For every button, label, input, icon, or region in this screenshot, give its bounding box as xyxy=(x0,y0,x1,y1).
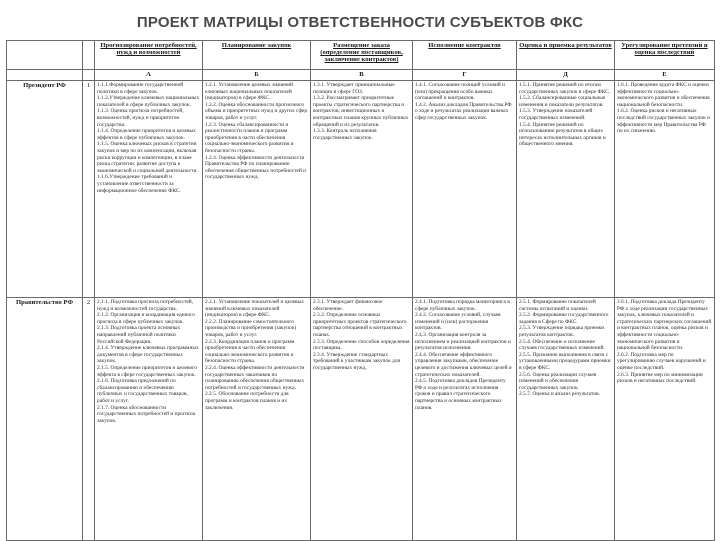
matrix-cell xyxy=(203,298,311,541)
column-header: Исполнение контрактов xyxy=(413,41,517,70)
responsibility-item: 2.5.5. Признание выполнения в связи с установленными процедурами приемки в сфере ФКС. xyxy=(519,351,611,371)
column-letter: Г xyxy=(413,70,517,81)
responsibility-item: 1.5.2. Сбалансированные социальные изменения и показатели результатов. xyxy=(519,95,606,108)
column-header-row xyxy=(7,41,715,70)
responsibility-matrix-table xyxy=(6,40,715,541)
responsibility-item: 1.5.1. Принятие решений по итогам государственных закупок в сфере ФКС. xyxy=(519,82,611,95)
responsibility-item: 2.1.1. Подготовка прогноза потребностей, нужд и возможностей государства. xyxy=(97,299,193,312)
responsibility-item: 2.3.3. Определение способов определения поставщика. xyxy=(313,338,410,352)
matrix-body xyxy=(7,81,715,541)
responsibility-item: 1.6.1. Проведение аудита ФКС и оценки эффективности социально-экономического развития и обеспечения национальной безопасности. xyxy=(617,82,710,108)
responsibility-item: 2.2.5. Обоснование потребности для программ и контрактов планов и их заключения. xyxy=(205,391,289,411)
corner-cell xyxy=(7,70,83,81)
responsibility-item: 2.5.4. Обеспечение и исполнение случаев государственных изменений. xyxy=(519,338,605,352)
column-header: Урегулирование претензий и оценка последствий xyxy=(615,41,715,70)
responsibility-item: 2.4.2. Согласование условий, случаев изменений и (или) расторжения контрактов. xyxy=(415,312,501,332)
row-header: Президент РФ xyxy=(7,81,83,298)
row-number: 2 xyxy=(83,298,95,541)
responsibility-item: 2.2.3. Координация планов и программ приобретения в части обеспечения социально-экономического развития и безопасности страны. xyxy=(205,338,295,365)
row-header: Правительство РФ xyxy=(7,298,83,541)
responsibility-item: 1.6.2. Оценка рисков и негативных последствий государственных закупок и эффективности мер Правительства РФ по их снижению. xyxy=(617,108,710,135)
responsibility-item: 2.6.1. Подготовка доклада Президенту РФ о ходе реализации государственных закупок, ключевых показателей и стратегических партнерских соглашений и контрактных планов, оценка рисков и эффективности социально-экономического развития и национальной безопасности. xyxy=(617,299,712,352)
row-number: 1 xyxy=(83,81,95,298)
matrix-cell xyxy=(311,298,413,541)
matrix-cell xyxy=(95,81,203,298)
page-title: ПРОЕКТ МАТРИЦЫ ОТВЕТСТВЕННОСТИ СУБЪЕКТОВ ФКС xyxy=(136,14,584,31)
responsibility-item: 2.2.2. Планирование самостоятельного производства и приобретения (закупок) товаров, работ и услуг. xyxy=(205,318,297,338)
responsibility-item: 1.1.4. Определение приоритетов и целевых эффектов в сфере публичных закупок. xyxy=(97,128,196,141)
responsibility-item: 1.3.1. Утверждает принципиальные позиции в сфере ГОЗ. xyxy=(313,82,395,95)
responsibility-item: 1.1.3. Оценка прогноза потребностей, возможностей, нужд и приоритетов государства. xyxy=(97,108,184,128)
matrix-cell xyxy=(311,81,413,298)
matrix-cell xyxy=(615,298,715,541)
responsibility-item: 2.6.3. Принятие мер по минимизации рисков и негативных последствий. xyxy=(617,371,703,385)
matrix-cell xyxy=(95,298,203,541)
responsibility-item: 2.5.7. Оценка и анализ результатов. xyxy=(519,391,600,398)
responsibility-item: 1.2.3. Оценка сбалансированности и реалистичности планов и программ приобретения в части обеспечения социально-экономического развития и безопасности страны. xyxy=(205,121,294,154)
responsibility-item: 1.1.5. Оценка ключевых рисков в стратегии закупок и мер по их компенсации, включая риски коррупции и компетенции, в плане риска стратегии; развитие доступа к экономической и социальной деятельности. xyxy=(97,141,198,174)
responsibility-item: 2.2.4. Оценка эффективности деятельности государственных заказчиков по планированию обеспечения общественных потребностей и государственных нужд. xyxy=(205,364,305,391)
responsibility-item: 1.3.2. Рассматривает приоритетные проекты стратегического партнерства и контрактов, инвестиционных и контрактных планов крупных публичных обращений и их результатов. xyxy=(313,95,409,128)
matrix-cell xyxy=(517,298,615,541)
column-header: Планирование закупок xyxy=(203,41,311,70)
responsibility-item: 2.5.3. Утверждение порядка приемки результатов контрактов. xyxy=(519,325,605,338)
column-letter: Б xyxy=(203,70,311,81)
responsibility-item: 2.5.6. Оценка реализации случаев изменений и обеспечения государственных закупок. xyxy=(519,371,597,391)
responsibility-item: 2.1.7. Оценка обоснованности государственных потребностей и прогноза закупок. xyxy=(97,404,196,424)
table-row xyxy=(7,298,715,541)
column-letter: А xyxy=(95,70,203,81)
responsibility-item: 1.2.1. Установление целевых значений ключевых национальных показателей (индикаторов) в сфере ФКС. xyxy=(205,82,294,102)
responsibility-item: 1.1.2.Утверждение ключевых национальных показателей в сфере публичных закупок. xyxy=(97,95,200,108)
column-letter: В xyxy=(311,70,413,81)
responsibility-item: 2.5.2. Формирование государственного задания в Сфере по ФКС. xyxy=(519,312,609,325)
responsibility-item: 2.1.5. Определение приоритетов и целевого эффекта в сфере государственных закупок. xyxy=(97,364,197,378)
responsibility-item: 2.3.4. Утверждение стандартных требований к участникам закупок для государственных нужд. xyxy=(313,351,401,371)
responsibility-item: 2.1.2. Организация и координация единого прогноза в сфере публичных закупок. xyxy=(97,312,195,325)
responsibility-item: 1.5.3. Утверждение показателей государственных изменений. xyxy=(519,108,593,121)
responsibility-item: 2.4.1. Подготовка порядка мониторинга в сфере публичных закупок. xyxy=(415,299,510,312)
responsibility-item: 2.3.1. Утверждает финансовое обеспечение. xyxy=(313,299,383,312)
matrix-cell xyxy=(413,298,517,541)
responsibility-item: 1.4.1. Согласование позиций условий и (или) прекращения особо важных соглашений и контрактов. xyxy=(415,82,505,102)
matrix-cell xyxy=(413,81,517,298)
responsibility-item: 2.6.2. Подготовка мер по урегулированию случаев нарушений и оценке последствий. xyxy=(617,351,706,371)
column-header: Оценка и приемка результатов xyxy=(517,41,615,70)
responsibility-item: 2.5.1. Формирование показателей системы испытаний и оценки. xyxy=(519,299,596,312)
column-letter: Д xyxy=(517,70,615,81)
column-header: Прогнозирование потребностей, нужд и возможностей xyxy=(95,41,203,70)
responsibility-item: 2.3.2. Определение основных приоритетных проектов стратегического партнерства отношений в контрактных планах. xyxy=(313,312,407,338)
corner-cell xyxy=(83,41,95,70)
responsibility-item: 2.4.4. Обеспечение эффективного управления закупками, обеспечение целевого и достижения ключевых целей и стратегических показателей. xyxy=(415,351,512,378)
matrix-cell xyxy=(203,81,311,298)
matrix-cell xyxy=(517,81,615,298)
responsibility-item: 1.2.2. Оценка обоснованности прогнозного объема и приоритетных нужд и других сфер товаров, работ и услуг. xyxy=(205,101,308,121)
responsibility-item: 1.4.2. Анализ докладов Правительства РФ о ходе и результатах реализации важных сфер государственных закупок. xyxy=(415,101,512,121)
column-letter-row xyxy=(7,70,715,81)
responsibility-item: 2.4.5. Подготовка докладов Президенту РФ о ходе и результатах исполнения сроков и правил стратегического партнерства и основных контрактных планов. xyxy=(415,378,506,411)
responsibility-item: 1.3.3. Контроль исполнения государственных закупок. xyxy=(313,128,377,141)
responsibility-item: 1.2.4. Оценка эффективности деятельности Правительства РФ по планированию обеспечения общественных потребностей и государственных нужд. xyxy=(205,154,307,181)
corner-cell xyxy=(7,41,83,70)
responsibility-item: 2.1.6. Подготовка предложений по сбалансированию и обеспечению публичных и государственных товаров, работ и услуг. xyxy=(97,378,188,404)
corner-cell xyxy=(83,70,95,81)
responsibility-item: 2.2.1. Установление показателей и целевых значений ключевых показателей (индикаторов) в сфере ФКС. xyxy=(205,299,304,319)
matrix-cell xyxy=(615,81,715,298)
column-letter: Е xyxy=(615,70,715,81)
responsibility-item: 2.1.4. Утверждение ключевых программных документов в сфере государственных закупок. xyxy=(97,345,199,365)
responsibility-item: 2.1.3. Подготовка проекта основных направлений публичной политики Российской Федерации. xyxy=(97,325,181,345)
column-header: Размещение заказа (определение поставщиков, заключение контрактов) xyxy=(311,41,413,70)
responsibility-item: 1.5.4. Принятие решений по использованию результатов в общих интересах исполнительных органов и общественного мнения. xyxy=(519,121,606,148)
responsibility-item: 1.1.6.Утверждение требований и установление ответственности за информационное обеспечение ФКС. xyxy=(97,174,181,194)
responsibility-item: 2.4.3. Организация контроля за исполнением и реализацией контрактов и результатов исполнения. xyxy=(415,331,511,352)
responsibility-item: 1.1.1.Формирование государственной политики в сфере закупок. xyxy=(97,82,184,95)
table-row xyxy=(7,81,715,298)
